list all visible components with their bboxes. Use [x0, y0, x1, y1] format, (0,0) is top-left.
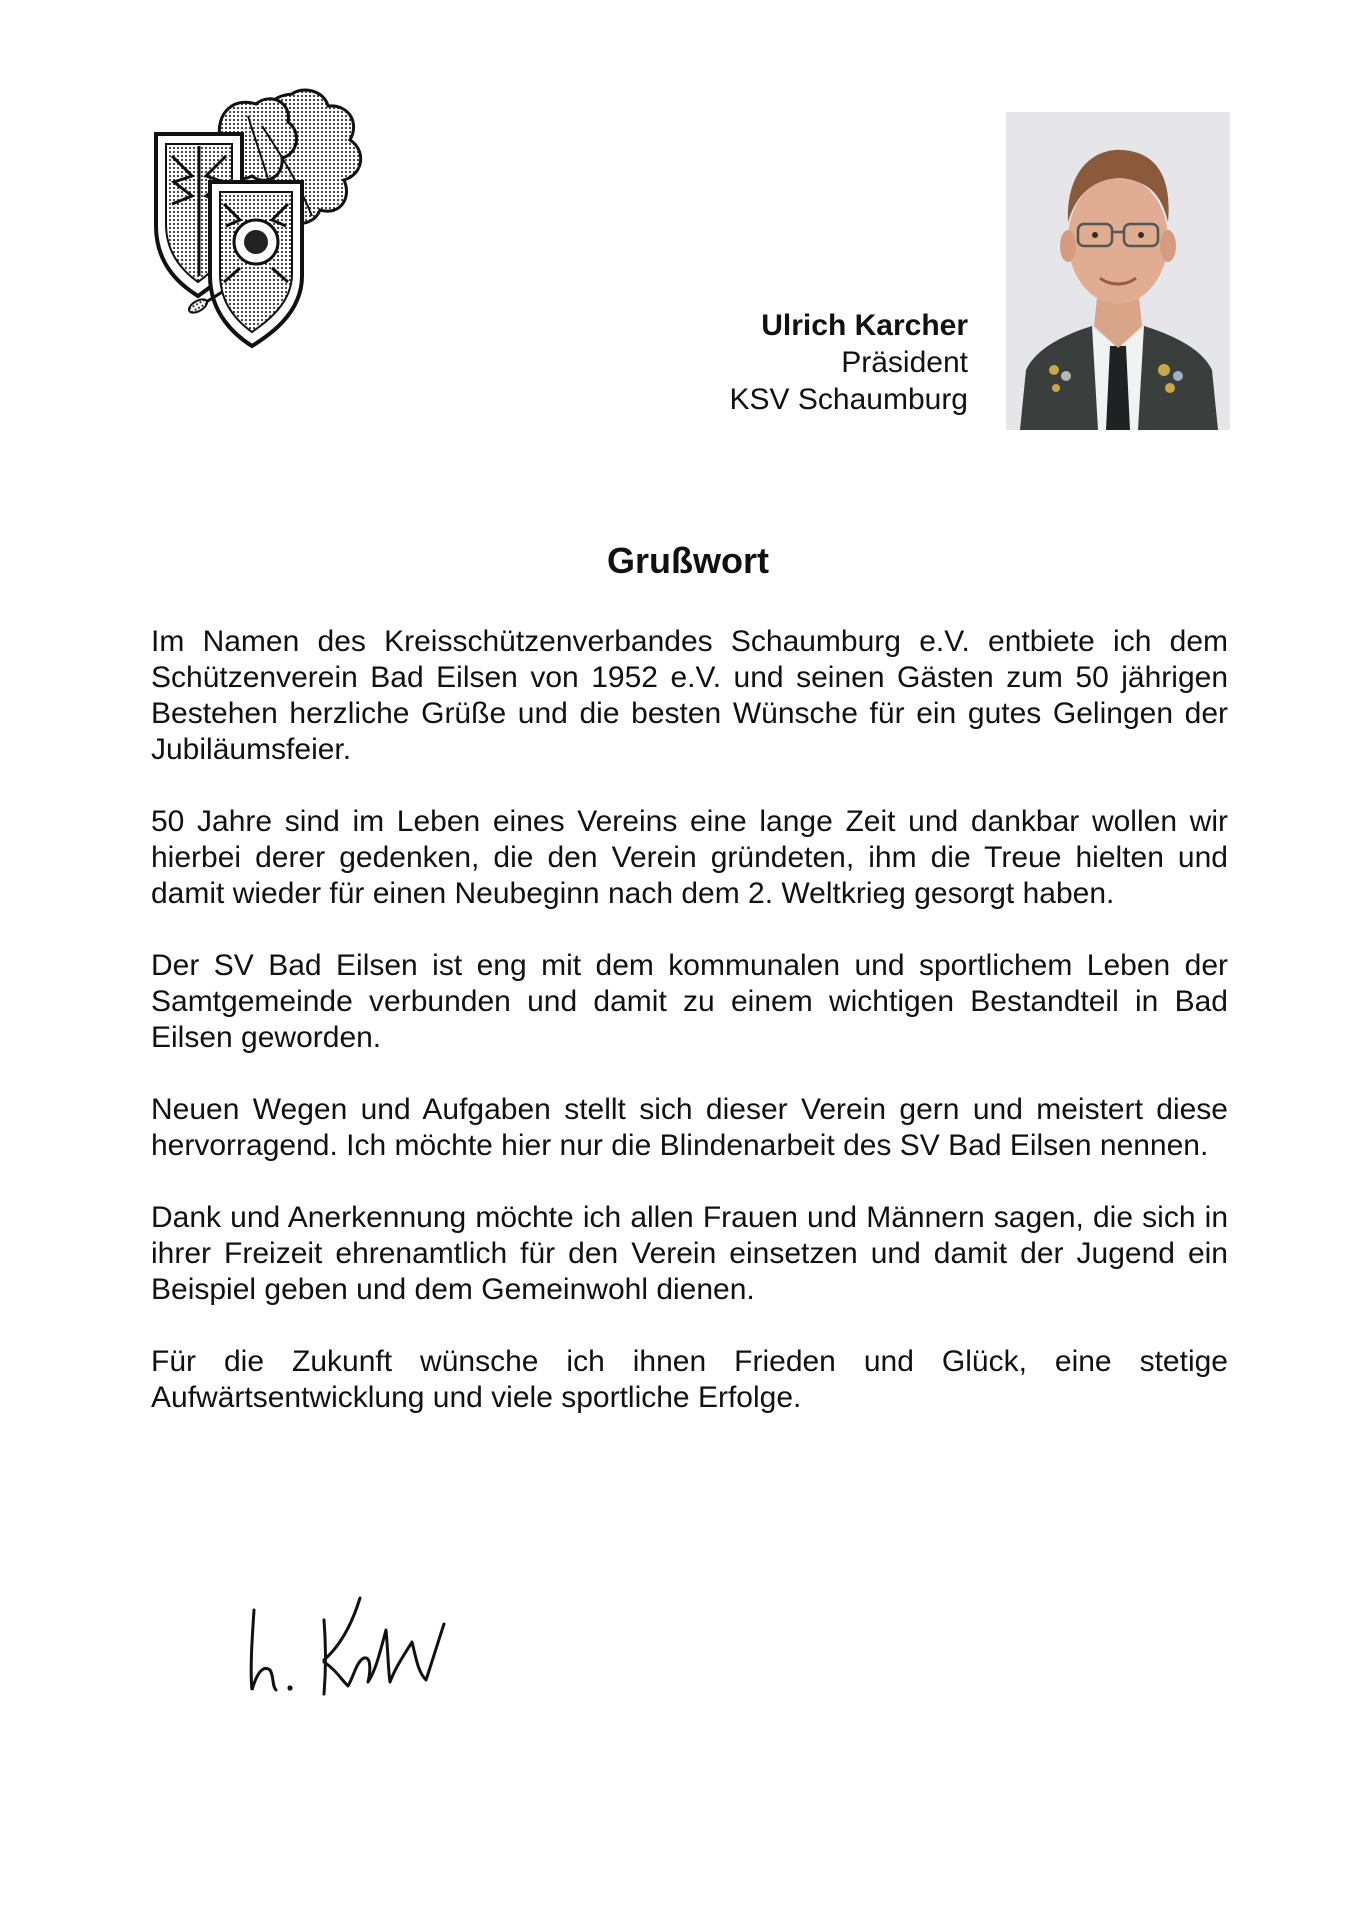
handwritten-signature: [240, 1590, 460, 1700]
author-organization: KSV Schaumburg: [729, 383, 968, 416]
coat-of-arms-logo-icon: [152, 86, 374, 348]
author-block: [730, 307, 968, 418]
paragraph: Für die Zukunft wünsche ich ihnen Frieden und Glück, eine stetige Aufwärtsentwicklung und viele sportliche Erfolge.: [151, 1345, 1228, 1414]
portrait-photo: [1006, 112, 1230, 430]
author-role: Präsident: [841, 346, 968, 379]
page-title: Grußwort: [607, 540, 769, 581]
author-name: Ulrich Karcher: [761, 309, 968, 342]
paragraph: 50 Jahre sind im Leben eines Vereins eine lange Zeit und dankbar wollen wir hierbei derer gedenken, die den Verein gründeten, ihm die Treue hielten und damit wieder für einen Neubeginn nach dem 2. Weltkrieg gesorgt haben.: [151, 805, 1228, 910]
paragraph: Dank und Anerkennung möchte ich allen Frauen und Männern sagen, die sich in ihrer Freizeit ehrenamtlich für den Verein einsetzen und damit der Jugend ein Beispiel geben und dem Gemeinwohl dienen.: [151, 1201, 1228, 1306]
paragraph: Im Namen des Kreisschützenverbandes Schaumburg e.V. entbiete ich dem Schützenverein Bad Eilsen von 1952 e.V. und seinen Gästen zum 50 jährigen Bestehen herzliche Grüße und die besten Wünsche für ein gutes Gelingen der Jubiläumsfeier.: [151, 625, 1228, 766]
paragraph: Der SV Bad Eilsen ist eng mit dem kommunalen und sportlichem Leben der Samtgemeinde verbunden und damit zu einem wichtigen Bestandteil in Bad Eilsen geworden.: [151, 949, 1228, 1054]
letter-body: [151, 624, 1228, 1452]
paragraph: Neuen Wegen und Aufgaben stellt sich dieser Verein gern und meistert diese hervorragend. Ich möchte hier nur die Blindenarbeit des SV Bad Eilsen nennen.: [151, 1093, 1228, 1162]
